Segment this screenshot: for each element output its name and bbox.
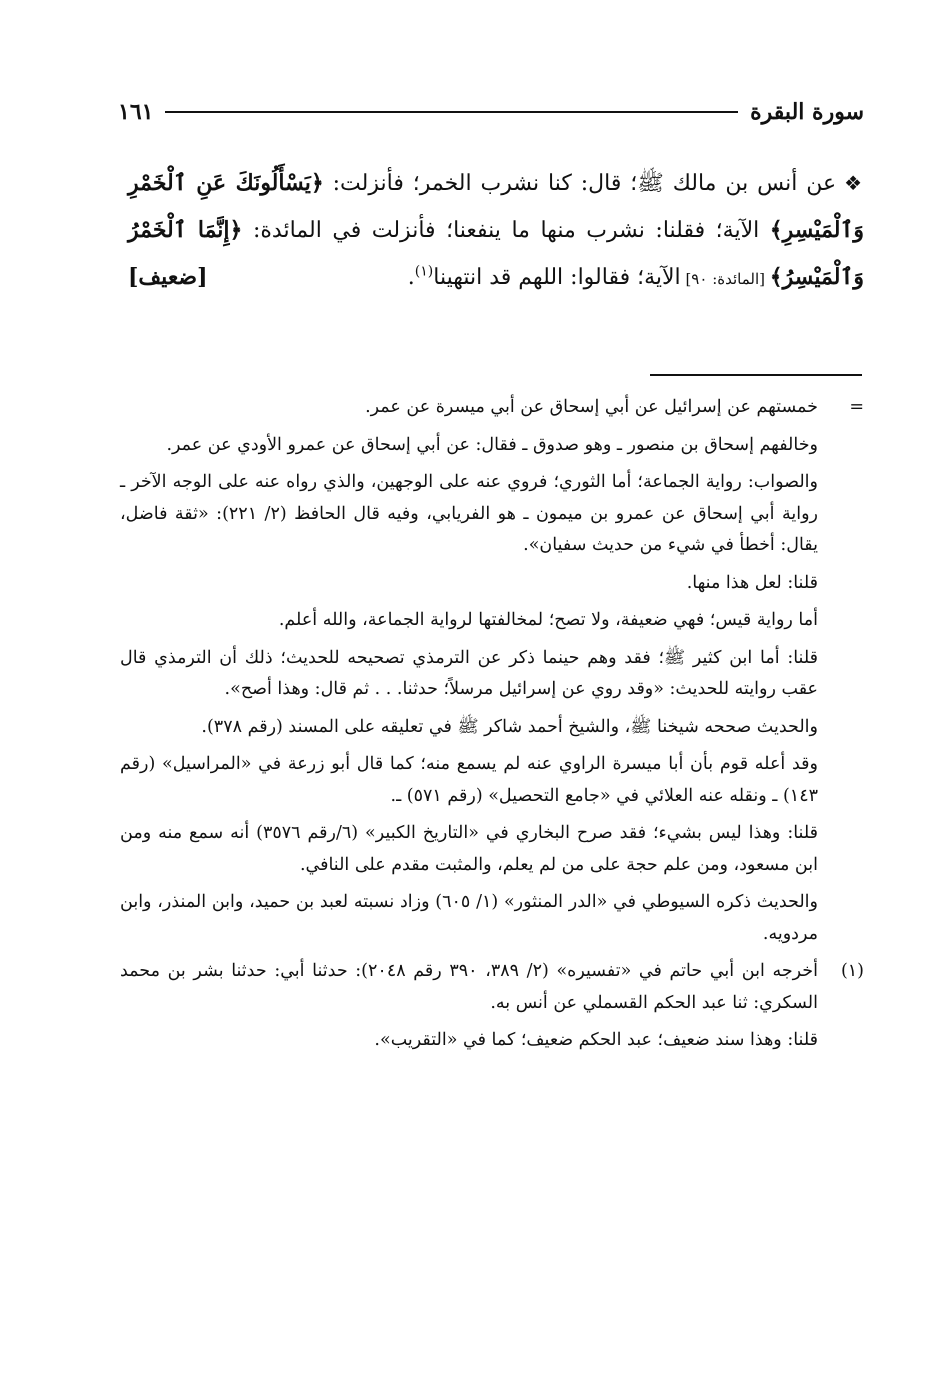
- footnote-separator: [650, 374, 862, 376]
- hadith-block: [128, 160, 864, 302]
- hadith-middle: الآية؛ فقلنا: نشرب منها ما ينفعنا؛ فأنزلت في المائدة:: [242, 218, 770, 243]
- hadith-period: .: [407, 265, 415, 290]
- surah-title: سورة البقرة: [750, 99, 864, 125]
- footnote-reference[interactable]: (١): [414, 263, 434, 280]
- header-rule: [165, 111, 738, 113]
- verse-reference: [المائدة: ٩٠]: [680, 270, 770, 288]
- footnote-paragraph: قلنا: وهذا سند ضعيف؛ عبد الحكم ضعيف؛ كما في «التقريب».: [374, 1030, 818, 1050]
- footnote-marker: (١): [840, 961, 864, 981]
- continuation-marker: =: [849, 397, 864, 417]
- note-paragraph: والحديث ذكره السيوطي في «الدر المنثور» (١/ ٦٠٥) وزاد نسبته لعبد بن حميد، وابن المنذر، وابن مردويه.: [120, 892, 818, 944]
- note-paragraph: وقد أعله قوم بأن أبا ميسرة الراوي عنه لم يسمع منه؛ كما قال أبو زرعة في «المراسيل» (رقم ١٤٣) ـ ونقله عنه العلائي في «جامع التحصيل» (رقم ٥٧١) ـ.: [120, 754, 818, 806]
- footnotes: [120, 392, 864, 1063]
- hadith-intro: عن أنس بن مالك ﷺ؛ قال: كنا نشرب الخمر؛ فأنزلت:: [332, 171, 837, 196]
- note-paragraph: = خمستهم عن إسرائيل عن أبي إسحاق عن أبي ميسرة عن عمر.: [120, 392, 864, 424]
- note-paragraph: قلنا: لعل هذا منها.: [686, 572, 818, 593]
- hadith-grade: [ضعيف]: [128, 264, 208, 290]
- running-header: [118, 92, 864, 132]
- note-paragraph: قلنا: أما ابن كثير ﷺ؛ فقد وهم حينما ذكر عن الترمذي تصحيحه للحديث؛ ذلك أن الترمذي قال عقب روايته للحديث: «وقد روي عن إسرائيل مرسلاً؛ حدثنا. . . ثم قال: وهذا أصح».: [120, 647, 818, 699]
- note-paragraph: والصواب: رواية الجماعة؛ أما الثوري؛ فروي عنه على الوجهين، والذي رواه عنه على الوجه الآخر ـ رواية أبي إسحاق عن عمرو بن ميمون ـ هو الفريابي، وفيه قال الحافظ (٢/ ٢٢١): «ثقة فاضل، يقال: أخطأ في شيء من حديث سفيان».: [120, 472, 819, 555]
- quran-verse-1: ﴿يَسْأَلُونَكَ عَنِ ٱلْخَمْرِ وَٱلْمَيْسِرِ﴾: [128, 170, 865, 243]
- quran-verse-2: ﴿إِنَّمَا ٱلْخَمْرُ وَٱلْمَيْسِرُ﴾: [128, 217, 864, 290]
- page-number: ١٦١: [118, 99, 154, 125]
- note-paragraph: والحديث صححه شيخنا ﷺ، والشيخ أحمد شاكر ﷺ في تعليقه على المسند (رقم ٣٧٨).: [201, 716, 818, 737]
- note-paragraph: وخالفهم إسحاق بن منصور ـ وهو صدوق ـ فقال: عن أبي إسحاق عن عمرو الأودي عن عمر.: [166, 434, 818, 455]
- bullet-icon: ❖: [844, 171, 864, 195]
- note-paragraph: أما رواية قيس؛ فهي ضعيفة، ولا تصح؛ لمخالفتها لرواية الجماعة، والله أعلم.: [278, 610, 818, 630]
- footnote-paragraph: (١) أخرجه ابن أبي حاتم في «تفسيره» (٢/ ٣٨٩، ٣٩٠ رقم ٢٠٤٨): حدثنا أبي: حدثنا بشر بن محمد السكري: ثنا عبد الحكم القسملي عن أنس به.: [120, 956, 864, 1019]
- hadith-end: الآية؛ فقالوا: اللهم قد انتهينا: [433, 265, 681, 290]
- note-paragraph: قلنا: وهذا ليس بشيء؛ فقد صرح البخاري في «التاريخ الكبير» (٦/رقم ٣٥٧٦) أنه سمع منه ومن ابن مسعود، ومن علم حجة على من لم يعلم، والمثبت مقدم على النافي.: [120, 823, 818, 875]
